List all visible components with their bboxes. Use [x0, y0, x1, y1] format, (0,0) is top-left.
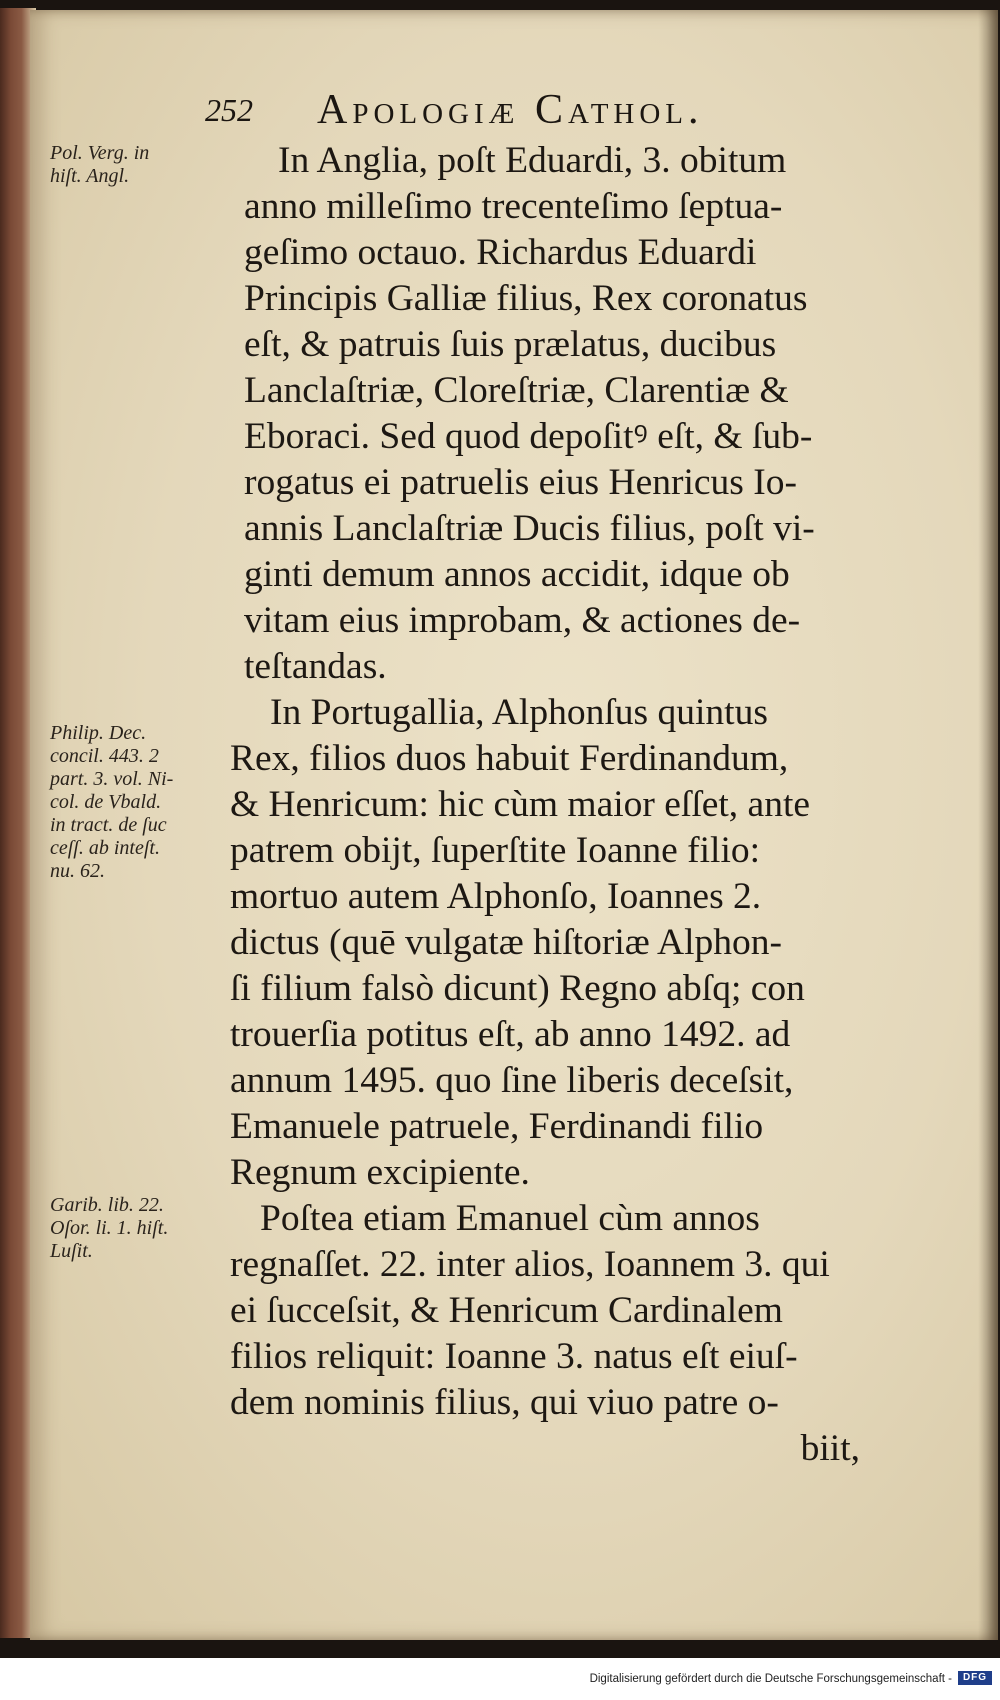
- text-line: vitam eius improbam, & actiones de-: [244, 600, 801, 641]
- digitization-footer: [0, 1658, 1000, 1700]
- text-line: eſt, & patruis ſuis prælatus, ducibus: [244, 324, 777, 365]
- margin-note-line: col. de Vbald.: [50, 791, 162, 813]
- margin-note-line: Philip. Dec.: [50, 722, 147, 744]
- text-line: anno milleſimo trecenteſimo ſeptua-: [244, 186, 783, 227]
- text-line: Lanclaſtriæ, Cloreſtriæ, Clarentiæ &: [244, 370, 789, 411]
- text-line: patrem obijt, ſuperſtite Ioanne filio:: [230, 830, 761, 871]
- page-number: 252: [205, 92, 253, 128]
- text-line: Poſtea etiam Emanuel cùm annos: [260, 1198, 760, 1239]
- text-line: rogatus ei patruelis eius Henricus Io-: [244, 462, 797, 503]
- text-line: Principis Galliæ filius, Rex coronatus: [244, 278, 808, 319]
- text-line: trouerſia potitus eſt, ab anno 1492. ad: [230, 1014, 791, 1055]
- text-line: ginti demum annos accidit, idque ob: [244, 554, 790, 595]
- text-line: ſi filium falsò dicunt) Regno abſq; con: [230, 968, 805, 1009]
- text-line: dictus (quē vulgatæ hiſtoriæ Alphon-: [230, 922, 783, 963]
- text-line: geſimo octauo. Richardus Eduardi: [244, 232, 757, 273]
- margin-note-line: nu. 62.: [50, 860, 105, 882]
- text-line: Regnum excipiente.: [230, 1152, 530, 1193]
- text-line: In Portugallia, Alphonſus quintus: [270, 692, 768, 733]
- margin-note-1: [50, 142, 235, 188]
- body-text: [210, 138, 860, 1472]
- margin-note-2: [50, 722, 235, 883]
- dfg-logo: DFG: [958, 1671, 992, 1685]
- margin-note-line: Luſit.: [50, 1240, 93, 1262]
- margin-note-line: ceſſ. ab inteſt.: [50, 837, 160, 859]
- margin-note-line: Pol. Verg. in: [50, 142, 150, 164]
- text-line: Emanuele patruele, Ferdinandi filio: [230, 1106, 764, 1147]
- text-line: annis Lanclaſtriæ Ducis filius, poſt vi-: [244, 508, 815, 549]
- page-header: [205, 86, 865, 138]
- margin-note-line: hiſt. Angl.: [50, 165, 130, 187]
- text-line: In Anglia, poſt Eduardi, 3. obitum: [278, 140, 787, 181]
- text-line: mortuo autem Alphonſo, Ioannes 2.: [230, 876, 762, 917]
- text-line: annum 1495. quo ſine liberis deceſsit,: [230, 1060, 794, 1101]
- text-line: filios reliquit: Ioanne 3. natus eſt eiuſ-: [230, 1336, 798, 1377]
- text-line: ei ſucceſsit, & Henricum Cardinalem: [230, 1290, 783, 1331]
- margin-note-line: Garib. lib. 22.: [50, 1194, 164, 1216]
- text-line: Eboraci. Sed quod depoſitꝰ eſt, & ſub-: [244, 416, 813, 457]
- text-line: Rex, filios duos habuit Ferdinandum,: [230, 738, 789, 779]
- catchword: biit,: [800, 1428, 860, 1469]
- gutter-shadow: [978, 10, 998, 1640]
- margin-note-3: [50, 1194, 235, 1263]
- margin-note-line: concil. 443. 2: [50, 745, 159, 767]
- funding-credit: Digitalisierung gefördert durch die Deutsche Forschungsgemeinschaft -: [589, 1673, 952, 1685]
- margin-note-line: Oſor. li. 1. hiſt.: [50, 1217, 169, 1239]
- margin-note-line: in tract. de ſuc: [50, 814, 167, 836]
- text-line: regnaſſet. 22. inter alios, Ioannem 3. qui: [230, 1244, 830, 1285]
- running-title: Apologiæ Cathol.: [317, 87, 704, 133]
- text-line: dem nominis filius, qui viuo patre o-: [230, 1382, 779, 1423]
- margin-note-line: part. 3. vol. Ni-: [50, 768, 174, 790]
- text-line: teſtandas.: [244, 646, 387, 687]
- text-line: & Henricum: hic cùm maior eſſet, ante: [230, 784, 811, 825]
